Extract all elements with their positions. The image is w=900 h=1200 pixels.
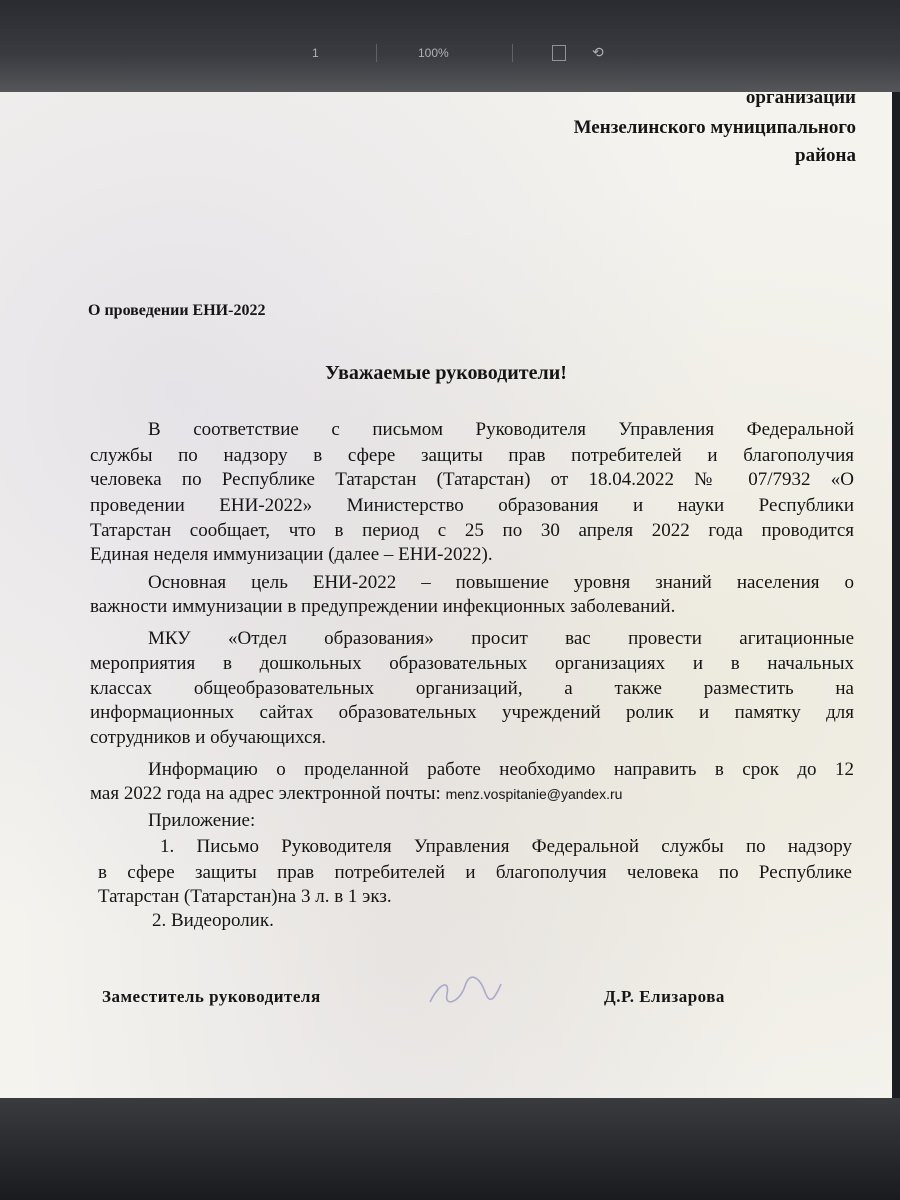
recipient-line-3: района: [795, 145, 856, 166]
body-line: проведении ЕНИ-2022» Министерство образования и науки Республики: [90, 495, 854, 516]
attachment-label: Приложение:: [148, 810, 256, 831]
screen-bezel: [0, 1098, 900, 1200]
body-line: мероприятия в дошкольных образовательных организациях и в начальных: [90, 653, 854, 674]
attachment-line: 2. Видеоролик.: [152, 910, 274, 931]
body-line: службы по надзору в сфере защиты прав потребителей и благополучия: [90, 445, 854, 466]
body-line: человека по Республике Татарстан (Татарстан) от 18.04.2022 № 07/7932 «О: [90, 469, 854, 490]
body-line: Единая неделя иммунизации (далее – ЕНИ-2022).: [90, 544, 493, 565]
page-number[interactable]: 1: [312, 46, 319, 60]
attachment-line: в сфере защиты прав потребителей и благополучия человека по Республике: [98, 862, 852, 883]
body-line-email: [90, 783, 854, 805]
document-page: [0, 92, 892, 1098]
fit-page-icon[interactable]: [552, 45, 566, 61]
body-line: сотрудников и обучающихся.: [90, 727, 326, 748]
rotate-icon[interactable]: ⟲: [592, 44, 604, 60]
body-line: В соответствие с письмом Руководителя Управления Федеральной: [148, 419, 854, 440]
signature-mark: [425, 972, 505, 1012]
attachment-line: Татарстан (Татарстан)на 3 л. в 1 экз.: [98, 886, 392, 907]
body-line: важности иммунизации в предупреждении инфекционных заболеваний.: [90, 596, 676, 617]
body-line: МКУ «Отдел образования» просит вас провести агитационные: [148, 628, 854, 649]
body-line: Основная цель ЕНИ-2022 – повышение уровня знаний населения о: [148, 572, 854, 593]
body-line: классах общеобразовательных организаций, а также разместить на: [90, 678, 854, 699]
email-address: menz.vospitanie@yandex.ru: [445, 786, 623, 802]
body-line: информационных сайтах образовательных учреждений ролик и памятку для: [90, 702, 854, 723]
body-line-text: мая 2022 года на адрес электронной почты:: [90, 783, 441, 804]
body-line: Информацию о проделанной работе необходимо направить в срок до 12: [148, 759, 854, 780]
body-line: Татарстан сообщает, что в период с 25 по 30 апреля 2022 года проводится: [90, 520, 854, 541]
signature-name: Д.Р. Елизарова: [604, 987, 725, 1006]
toolbar-separator: [512, 44, 513, 62]
viewer-toolbar: [0, 0, 900, 92]
greeting: Уважаемые руководители!: [325, 362, 567, 384]
attachment-line: 1. Письмо Руководителя Управления Федеральной службы по надзору: [160, 836, 852, 857]
signature-role: Заместитель руководителя: [102, 987, 321, 1006]
zoom-level[interactable]: 100%: [418, 46, 449, 60]
recipient-line-1: организации: [745, 92, 856, 108]
subject-line: О проведении ЕНИ-2022: [88, 302, 266, 319]
toolbar-separator: [376, 44, 377, 62]
recipient-line-2: Мензелинского муниципального: [573, 117, 856, 138]
